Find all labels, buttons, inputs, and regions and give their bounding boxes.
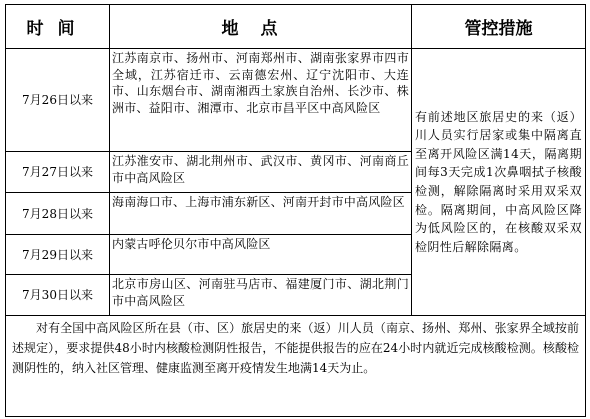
places-cell: 北京市房山区、河南驻马店市、福建厦门市、湖北荆门市中高风险区 xyxy=(110,275,412,316)
date-cell: 7月27日以来 xyxy=(6,152,110,193)
measures-header-label: 管控措施 xyxy=(464,19,533,39)
time-column-header xyxy=(6,5,110,49)
measures-cell: 有前述地区旅居史的来（返）川人员实行居家或集中隔离直至离开风险区满14天，隔离期间每3天完成1次鼻咽拭子核酸检测，解除隔离时采用双采双检。隔离期间，中高风险区降为低风险区的，在核酸双采双检阴性后解除隔离。 xyxy=(412,49,586,316)
time-header-label: 时间 xyxy=(26,19,89,39)
date-cell: 7月29日以来 xyxy=(6,235,110,275)
places-cell: 内蒙古呼伦贝尔市中高风险区 xyxy=(110,235,412,275)
date-cell: 7月28日以来 xyxy=(6,193,110,235)
risk-area-control-table xyxy=(5,4,586,417)
table-row xyxy=(6,49,586,152)
date-cell: 7月30日以来 xyxy=(6,275,110,316)
footnote-text: 对有全国中高风险区所在县（市、区）旅居史的来（返）川人员（南京、扬州、郑州、张家界全域按前述规定），要求提供48小时内核酸检测阴性报告，不能提供报告的应在24小时内就近完成核酸检测。核酸检测阴性的，纳入社区管理、健康监测至离开疫情发生地满14天为止。 xyxy=(12,321,579,375)
date-cell: 7月26日以来 xyxy=(6,49,110,152)
measures-column-header xyxy=(412,5,586,49)
location-column-header xyxy=(110,5,412,49)
footnote-row xyxy=(6,316,586,417)
footnote-cell xyxy=(6,316,586,417)
location-header-label: 地点 xyxy=(221,19,300,39)
places-cell: 江苏南京市、扬州市、河南郑州市、湖南张家界市四市全域，江苏宿迁市、云南德宏州、辽宁沈阳市、大连市、山东烟台市、湖南湘西土家族自治州、长沙市、株洲市、益阳市、湘潭市、北京市昌平区中高风险区 xyxy=(110,49,412,152)
table-header-row xyxy=(6,5,586,49)
places-cell: 海南海口市、上海市浦东新区、河南开封市中高风险区 xyxy=(110,193,412,235)
places-cell: 江苏淮安市、湖北荆州市、武汉市、黄冈市、河南商丘市中高风险区 xyxy=(110,152,412,193)
